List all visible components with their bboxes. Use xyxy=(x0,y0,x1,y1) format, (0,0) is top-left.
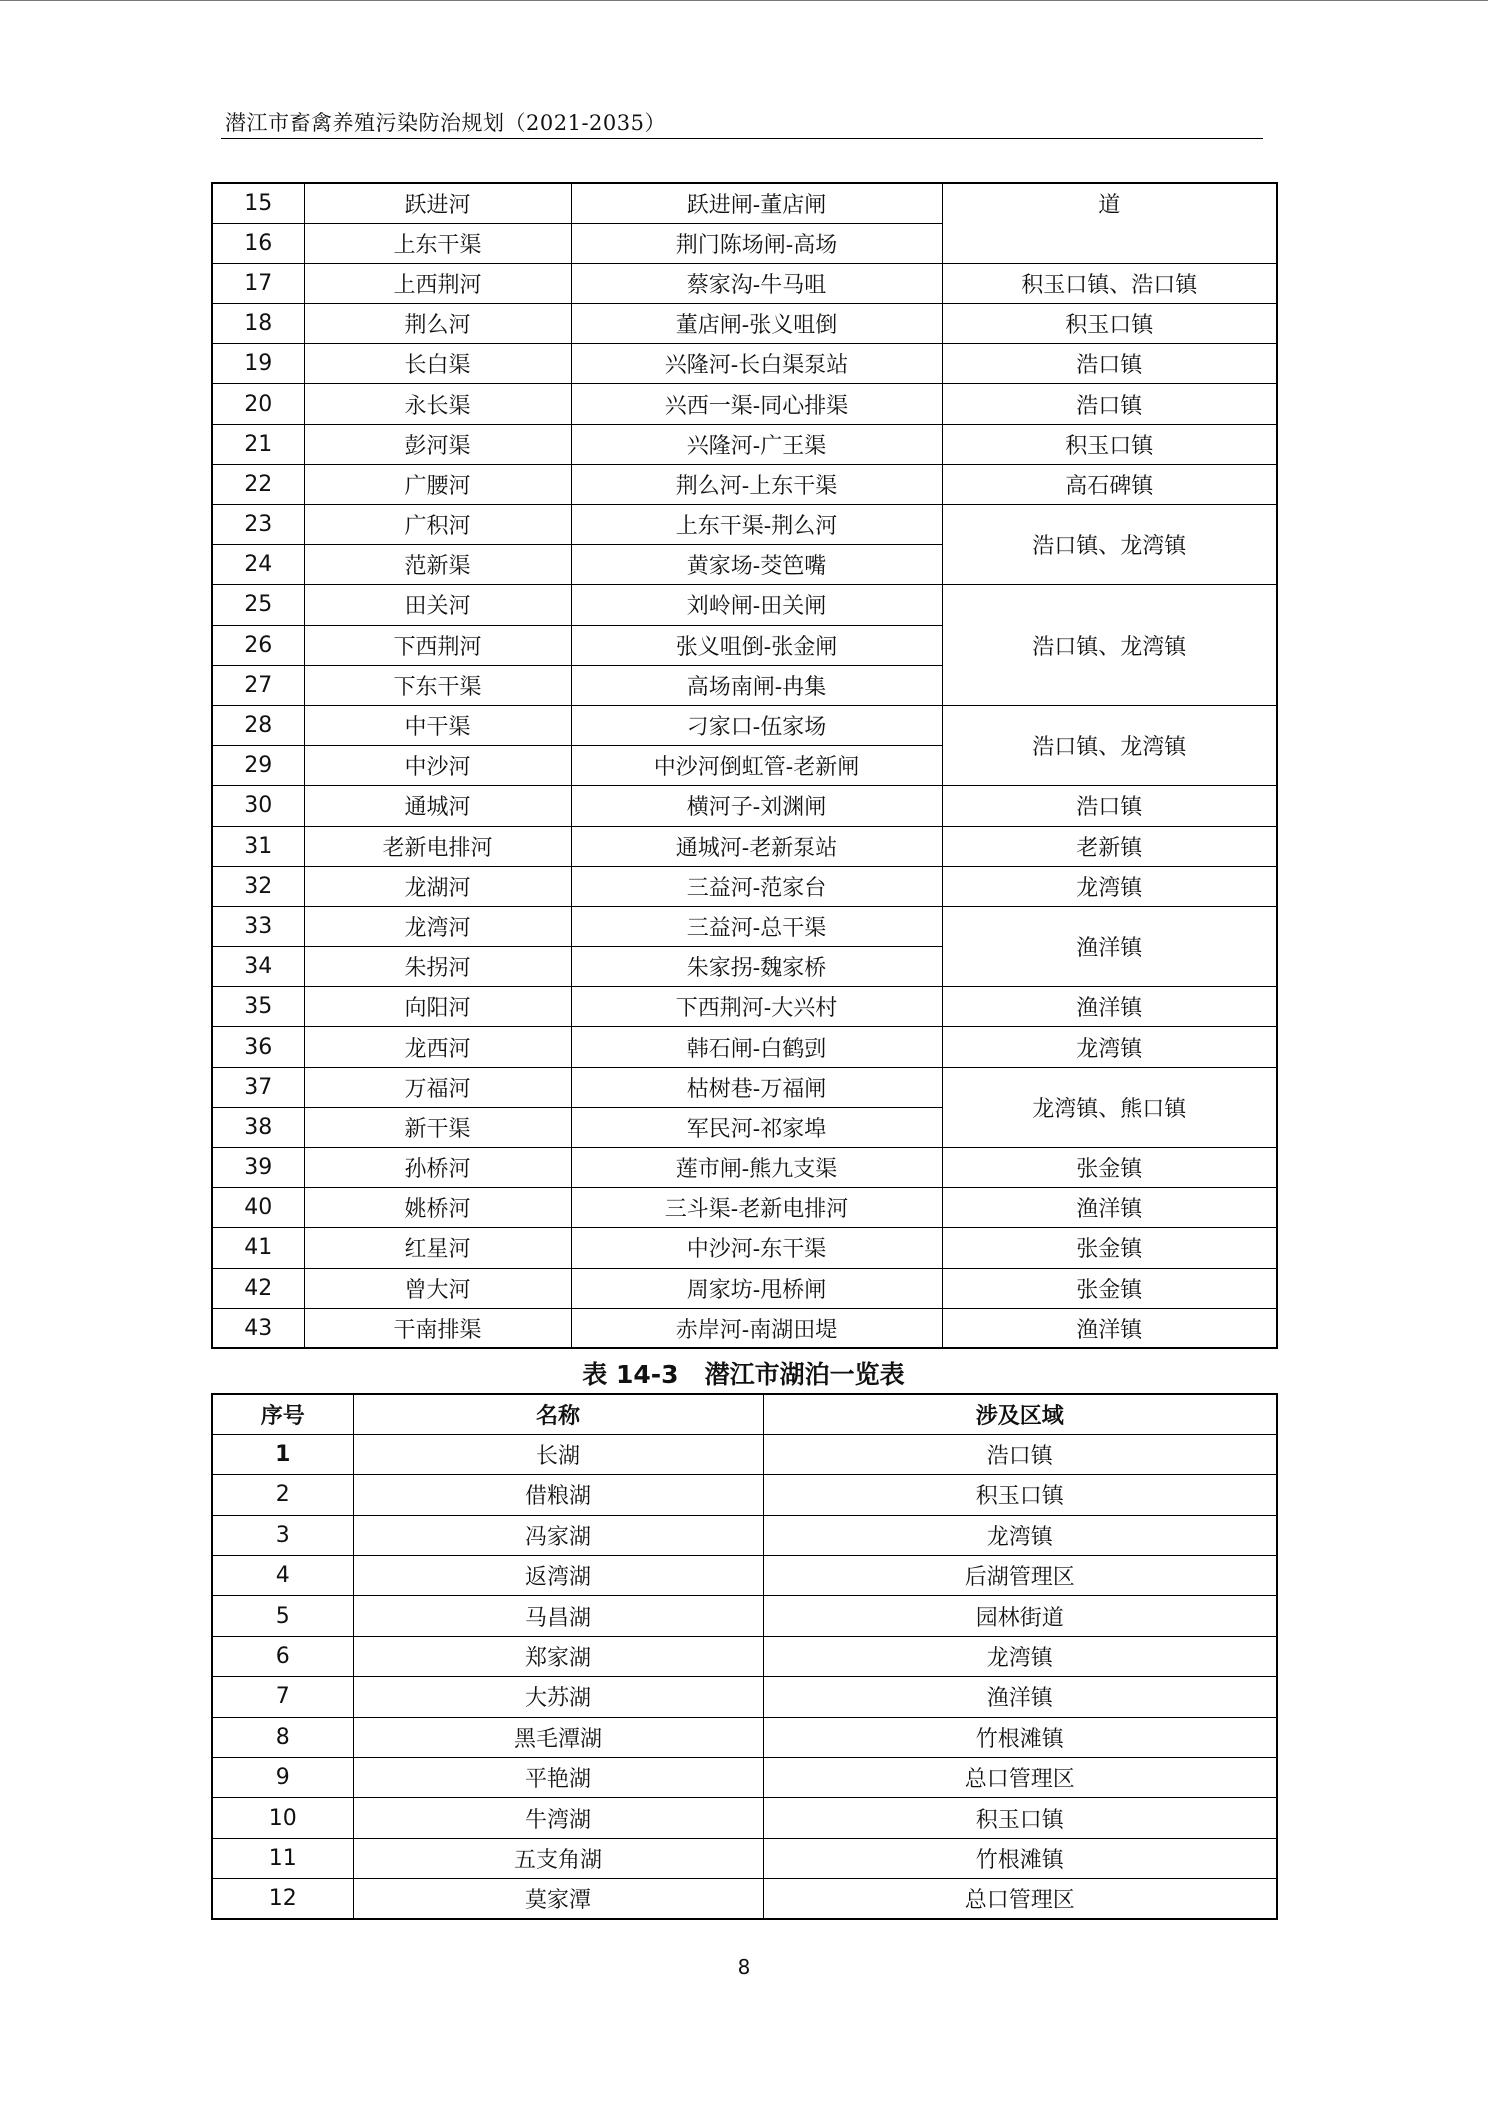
lake-region-cell: 竹根滩镇 xyxy=(763,1717,1277,1757)
river-row xyxy=(212,464,1277,504)
river-region-cell: 高石碑镇 xyxy=(942,464,1277,504)
lake-row xyxy=(212,1798,1277,1838)
river-region-cell: 渔洋镇 xyxy=(942,906,1277,986)
river-region-cell: 龙湾镇 xyxy=(942,1027,1277,1067)
lake-number-cell: 5 xyxy=(212,1596,353,1636)
river-row xyxy=(212,1228,1277,1268)
lake-region-cell: 园林街道 xyxy=(763,1596,1277,1636)
river-name-cell: 跃进河 xyxy=(304,183,571,223)
river-number-cell: 36 xyxy=(212,1027,304,1067)
lake-table-body xyxy=(212,1434,1277,1919)
lake-number-cell: 1 xyxy=(212,1434,353,1474)
river-table-body xyxy=(212,183,1277,1348)
river-region-cell: 渔洋镇 xyxy=(942,1188,1277,1228)
river-range-cell: 枯树巷-万福闸 xyxy=(571,1067,942,1107)
river-region-cell: 浩口镇、龙湾镇 xyxy=(942,705,1277,785)
river-row xyxy=(212,1308,1277,1348)
lake-row xyxy=(212,1596,1277,1636)
lake-number-cell: 12 xyxy=(212,1879,353,1919)
river-region-cell: 积玉口镇 xyxy=(942,424,1277,464)
lake-name-cell: 大苏湖 xyxy=(353,1677,763,1717)
river-name-cell: 中沙河 xyxy=(304,746,571,786)
lake-number-cell: 6 xyxy=(212,1636,353,1676)
lake-row xyxy=(212,1636,1277,1676)
river-name-cell: 新干渠 xyxy=(304,1107,571,1147)
river-region-cell: 张金镇 xyxy=(942,1148,1277,1188)
river-row xyxy=(212,585,1277,625)
river-range-cell: 周家坊-甩桥闸 xyxy=(571,1268,942,1308)
river-region-cell: 浩口镇、龙湾镇 xyxy=(942,505,1277,585)
lake-row xyxy=(212,1515,1277,1555)
lake-name-cell: 五支角湖 xyxy=(353,1838,763,1878)
river-row xyxy=(212,1067,1277,1107)
river-name-cell: 龙湾河 xyxy=(304,906,571,946)
lake-row xyxy=(212,1879,1277,1919)
lake-header-no: 序号 xyxy=(212,1394,353,1434)
lake-region-cell: 后湖管理区 xyxy=(763,1556,1277,1596)
river-row xyxy=(212,1148,1277,1188)
lake-region-cell: 竹根滩镇 xyxy=(763,1838,1277,1878)
lake-number-cell: 9 xyxy=(212,1758,353,1798)
river-number-cell: 23 xyxy=(212,505,304,545)
river-number-cell: 19 xyxy=(212,344,304,384)
lake-row xyxy=(212,1838,1277,1878)
river-region-cell: 龙湾镇、熊口镇 xyxy=(942,1067,1277,1147)
river-region-cell: 渔洋镇 xyxy=(942,987,1277,1027)
river-range-cell: 三益河-总干渠 xyxy=(571,906,942,946)
river-region-cell: 浩口镇 xyxy=(942,384,1277,424)
lake-region-cell: 渔洋镇 xyxy=(763,1677,1277,1717)
river-number-cell: 38 xyxy=(212,1107,304,1147)
river-name-cell: 姚桥河 xyxy=(304,1188,571,1228)
river-row xyxy=(212,866,1277,906)
lake-region-cell: 龙湾镇 xyxy=(763,1636,1277,1676)
river-row xyxy=(212,344,1277,384)
river-region-cell: 渔洋镇 xyxy=(942,1308,1277,1348)
river-name-cell: 下西荆河 xyxy=(304,625,571,665)
river-number-cell: 29 xyxy=(212,746,304,786)
river-row xyxy=(212,826,1277,866)
lake-header-region: 涉及区域 xyxy=(763,1394,1277,1434)
river-number-cell: 43 xyxy=(212,1308,304,1348)
river-range-cell: 莲市闸-熊九支渠 xyxy=(571,1148,942,1188)
river-name-cell: 田关河 xyxy=(304,585,571,625)
river-range-cell: 通城河-老新泵站 xyxy=(571,826,942,866)
river-range-cell: 刁家口-伍家场 xyxy=(571,705,942,745)
lake-name-cell: 牛湾湖 xyxy=(353,1798,763,1838)
lake-row xyxy=(212,1758,1277,1798)
lake-number-cell: 7 xyxy=(212,1677,353,1717)
lake-header-name: 名称 xyxy=(353,1394,763,1434)
river-number-cell: 33 xyxy=(212,906,304,946)
lake-row xyxy=(212,1717,1277,1757)
lake-region-cell: 积玉口镇 xyxy=(763,1798,1277,1838)
river-range-cell: 朱家拐-魏家桥 xyxy=(571,947,942,987)
lake-name-cell: 平艳湖 xyxy=(353,1758,763,1798)
river-number-cell: 32 xyxy=(212,866,304,906)
river-region-cell: 道 xyxy=(942,183,1277,263)
river-name-cell: 上西荆河 xyxy=(304,263,571,303)
river-region-cell: 积玉口镇 xyxy=(942,304,1277,344)
lake-table-caption: 表 14-3 潜江市湖泊一览表 xyxy=(582,1360,905,1389)
river-row xyxy=(212,705,1277,745)
river-range-cell: 荆门陈场闸-高场 xyxy=(571,223,942,263)
river-number-cell: 18 xyxy=(212,304,304,344)
river-number-cell: 25 xyxy=(212,585,304,625)
page-number: 8 xyxy=(737,1955,751,1979)
river-region-cell: 张金镇 xyxy=(942,1228,1277,1268)
lake-number-cell: 10 xyxy=(212,1798,353,1838)
lake-name-cell: 冯家湖 xyxy=(353,1515,763,1555)
river-range-cell: 赤岸河-南湖田堤 xyxy=(571,1308,942,1348)
lake-number-cell: 4 xyxy=(212,1556,353,1596)
river-name-cell: 龙西河 xyxy=(304,1027,571,1067)
river-range-cell: 黄家场-茭笆嘴 xyxy=(571,545,942,585)
lake-name-cell: 返湾湖 xyxy=(353,1556,763,1596)
river-name-cell: 老新电排河 xyxy=(304,826,571,866)
river-range-cell: 兴隆河-广王渠 xyxy=(571,424,942,464)
river-number-cell: 39 xyxy=(212,1148,304,1188)
river-range-cell: 董店闸-张义咀倒 xyxy=(571,304,942,344)
lake-name-cell: 莫家潭 xyxy=(353,1879,763,1919)
river-range-cell: 三益河-范家台 xyxy=(571,866,942,906)
river-row xyxy=(212,1268,1277,1308)
lake-row xyxy=(212,1677,1277,1717)
river-name-cell: 孙桥河 xyxy=(304,1148,571,1188)
river-region-cell: 积玉口镇、浩口镇 xyxy=(942,263,1277,303)
river-number-cell: 34 xyxy=(212,947,304,987)
lake-row xyxy=(212,1475,1277,1515)
river-range-cell: 荆么河-上东干渠 xyxy=(571,464,942,504)
lake-name-cell: 借粮湖 xyxy=(353,1475,763,1515)
river-row xyxy=(212,263,1277,303)
river-name-cell: 红星河 xyxy=(304,1228,571,1268)
river-name-cell: 向阳河 xyxy=(304,987,571,1027)
river-range-cell: 中沙河-东干渠 xyxy=(571,1228,942,1268)
river-row xyxy=(212,987,1277,1027)
river-range-cell: 刘岭闸-田关闸 xyxy=(571,585,942,625)
lake-number-cell: 2 xyxy=(212,1475,353,1515)
river-name-cell: 下东干渠 xyxy=(304,665,571,705)
river-name-cell: 万福河 xyxy=(304,1067,571,1107)
lake-region-cell: 龙湾镇 xyxy=(763,1515,1277,1555)
lake-table-header-row xyxy=(212,1394,1277,1434)
document-header-title: 潜江市畜禽养殖污染防治规划（2021-2035） xyxy=(225,111,666,135)
river-number-cell: 27 xyxy=(212,665,304,705)
river-range-cell: 军民河-祁家埠 xyxy=(571,1107,942,1147)
river-range-cell: 兴西一渠-同心排渠 xyxy=(571,384,942,424)
river-row xyxy=(212,1188,1277,1228)
river-row xyxy=(212,304,1277,344)
river-row xyxy=(212,1027,1277,1067)
river-row xyxy=(212,906,1277,946)
river-name-cell: 广腰河 xyxy=(304,464,571,504)
river-range-cell: 跃进闸-董店闸 xyxy=(571,183,942,223)
river-number-cell: 17 xyxy=(212,263,304,303)
river-name-cell: 范新渠 xyxy=(304,545,571,585)
river-name-cell: 长白渠 xyxy=(304,344,571,384)
header-divider xyxy=(221,138,1263,139)
river-table xyxy=(211,182,1278,1349)
lake-table xyxy=(211,1393,1278,1920)
river-region-cell: 浩口镇 xyxy=(942,344,1277,384)
river-number-cell: 37 xyxy=(212,1067,304,1107)
river-number-cell: 26 xyxy=(212,625,304,665)
river-name-cell: 曾大河 xyxy=(304,1268,571,1308)
river-range-cell: 韩石闸-白鹤剅 xyxy=(571,1027,942,1067)
river-row xyxy=(212,183,1277,223)
lake-region-cell: 总口管理区 xyxy=(763,1879,1277,1919)
river-region-cell: 浩口镇 xyxy=(942,786,1277,826)
river-name-cell: 干南排渠 xyxy=(304,1308,571,1348)
river-number-cell: 21 xyxy=(212,424,304,464)
river-number-cell: 40 xyxy=(212,1188,304,1228)
river-name-cell: 中干渠 xyxy=(304,705,571,745)
river-number-cell: 22 xyxy=(212,464,304,504)
lake-row xyxy=(212,1434,1277,1474)
river-name-cell: 彭河渠 xyxy=(304,424,571,464)
river-row xyxy=(212,424,1277,464)
river-range-cell: 蔡家沟-牛马咀 xyxy=(571,263,942,303)
river-row xyxy=(212,505,1277,545)
river-range-cell: 高场南闸-冉集 xyxy=(571,665,942,705)
river-region-cell: 龙湾镇 xyxy=(942,866,1277,906)
river-number-cell: 20 xyxy=(212,384,304,424)
river-range-cell: 兴隆河-长白渠泵站 xyxy=(571,344,942,384)
river-number-cell: 30 xyxy=(212,786,304,826)
river-row xyxy=(212,384,1277,424)
lake-number-cell: 8 xyxy=(212,1717,353,1757)
river-region-cell: 老新镇 xyxy=(942,826,1277,866)
river-number-cell: 42 xyxy=(212,1268,304,1308)
lake-name-cell: 黑毛潭湖 xyxy=(353,1717,763,1757)
river-name-cell: 上东干渠 xyxy=(304,223,571,263)
lake-number-cell: 3 xyxy=(212,1515,353,1555)
river-range-cell: 下西荆河-大兴村 xyxy=(571,987,942,1027)
river-name-cell: 朱拐河 xyxy=(304,947,571,987)
river-range-cell: 上东干渠-荆么河 xyxy=(571,505,942,545)
lake-row xyxy=(212,1556,1277,1596)
river-region-cell: 张金镇 xyxy=(942,1268,1277,1308)
lake-name-cell: 郑家湖 xyxy=(353,1636,763,1676)
river-number-cell: 31 xyxy=(212,826,304,866)
river-name-cell: 龙湖河 xyxy=(304,866,571,906)
river-range-cell: 中沙河倒虹管-老新闸 xyxy=(571,746,942,786)
river-number-cell: 41 xyxy=(212,1228,304,1268)
river-name-cell: 通城河 xyxy=(304,786,571,826)
lake-name-cell: 长湖 xyxy=(353,1434,763,1474)
river-range-cell: 张义咀倒-张金闸 xyxy=(571,625,942,665)
lake-region-cell: 浩口镇 xyxy=(763,1434,1277,1474)
river-name-cell: 永长渠 xyxy=(304,384,571,424)
river-number-cell: 35 xyxy=(212,987,304,1027)
lake-name-cell: 马昌湖 xyxy=(353,1596,763,1636)
lake-number-cell: 11 xyxy=(212,1838,353,1878)
river-number-cell: 15 xyxy=(212,183,304,223)
river-number-cell: 28 xyxy=(212,705,304,745)
river-range-cell: 横河子-刘渊闸 xyxy=(571,786,942,826)
lake-region-cell: 总口管理区 xyxy=(763,1758,1277,1798)
river-number-cell: 24 xyxy=(212,545,304,585)
river-name-cell: 广积河 xyxy=(304,505,571,545)
river-region-cell: 浩口镇、龙湾镇 xyxy=(942,585,1277,706)
river-row xyxy=(212,786,1277,826)
river-range-cell: 三斗渠-老新电排河 xyxy=(571,1188,942,1228)
river-name-cell: 荆么河 xyxy=(304,304,571,344)
lake-region-cell: 积玉口镇 xyxy=(763,1475,1277,1515)
river-number-cell: 16 xyxy=(212,223,304,263)
